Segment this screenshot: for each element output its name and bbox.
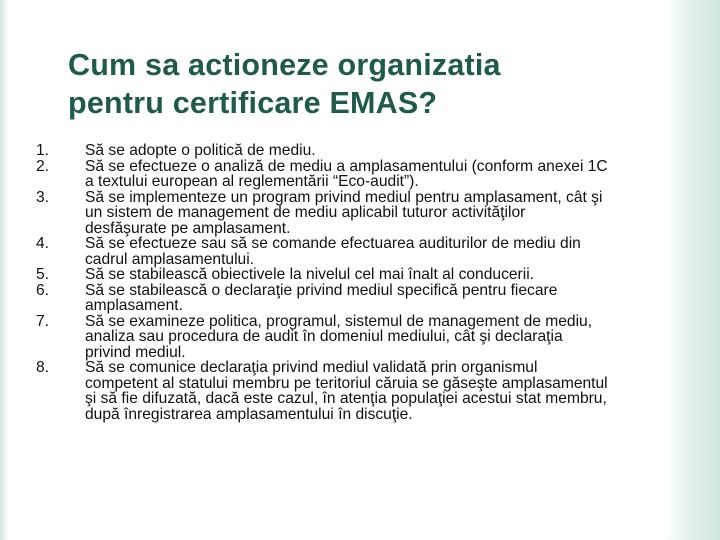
item-text-line: cadrul amplasamentului.: [85, 250, 255, 268]
list-item: [0, 190, 720, 237]
steps-list: [0, 143, 720, 422]
item-text-line: amplasament.: [85, 297, 183, 314]
list-item: [0, 143, 720, 159]
item-number: 4.: [36, 235, 50, 252]
item-number: 3.: [36, 188, 50, 206]
item-text-line: Să se stabilească o declaraţie privind mediul specifică pentru fiecare: [85, 281, 558, 299]
item-text-line: după înregistrarea amplasamentului în discuţie.: [85, 405, 413, 423]
item-text-line: Să se efectueze o analiză de mediu a amplasamentului (conform anexei 1C: [85, 157, 608, 175]
slide-title: [68, 46, 668, 122]
item-text: [85, 283, 695, 314]
item-text-line: Să se implementeze un program privind mediul pentru amplasament, cât şi: [85, 188, 603, 206]
item-number: 8.: [36, 359, 50, 376]
item-text-line: a textului european al reglementării “Eco-audit”).: [85, 173, 419, 190]
item-number: 1.: [36, 142, 50, 159]
item-text-line: Să se examineze politica, programul, sistemul de management de mediu,: [85, 312, 593, 330]
item-text-line: privind mediul.: [85, 343, 186, 361]
item-text: [85, 143, 695, 159]
list-item: [0, 283, 720, 314]
item-text-line: competent al statului membru pe teritoriul căruia se găseşte amplasamentul: [85, 374, 608, 392]
item-text: [85, 314, 695, 361]
slide-title-line: pentru certificare EMAS?: [68, 86, 438, 120]
item-text: [85, 360, 695, 422]
item-text-line: analiza sau procedura de audit în domeniul mediului, cât şi declaraţia: [85, 328, 563, 345]
item-text-line: Să se efectueze sau să se comande efectuarea auditurilor de mediu din: [85, 235, 581, 252]
item-text: [85, 190, 695, 237]
list-item: [0, 236, 720, 267]
item-number: 5.: [36, 266, 50, 283]
item-number: 6.: [36, 281, 50, 299]
list-item: [0, 267, 720, 283]
list-item: [0, 159, 720, 190]
item-text-line: Să se comunice declaraţia privind mediul validată prin organismul: [85, 359, 538, 376]
item-text-line: Să se adopte o politică de mediu.: [85, 142, 316, 159]
item-text: [85, 159, 695, 190]
item-number: 2.: [36, 157, 50, 175]
item-text-line: desfăşurate pe amplasament.: [85, 219, 291, 237]
item-number: 7.: [36, 312, 50, 330]
item-text-line: şi să fie difuzată, dacă este cazul, în atenţia populaţiei acestui stat membru,: [85, 390, 607, 407]
item-text-line: un sistem de management de mediu aplicabil tuturor activităţilor: [85, 204, 526, 221]
slide-title-line: Cum sa actioneze organizatia: [68, 48, 501, 82]
list-item: [0, 360, 720, 422]
item-text-line: Să se stabilească obiectivele la nivelul cel mai înalt al conducerii.: [85, 266, 534, 283]
item-text: [85, 236, 695, 267]
item-text: [85, 267, 695, 283]
list-item: [0, 314, 720, 361]
